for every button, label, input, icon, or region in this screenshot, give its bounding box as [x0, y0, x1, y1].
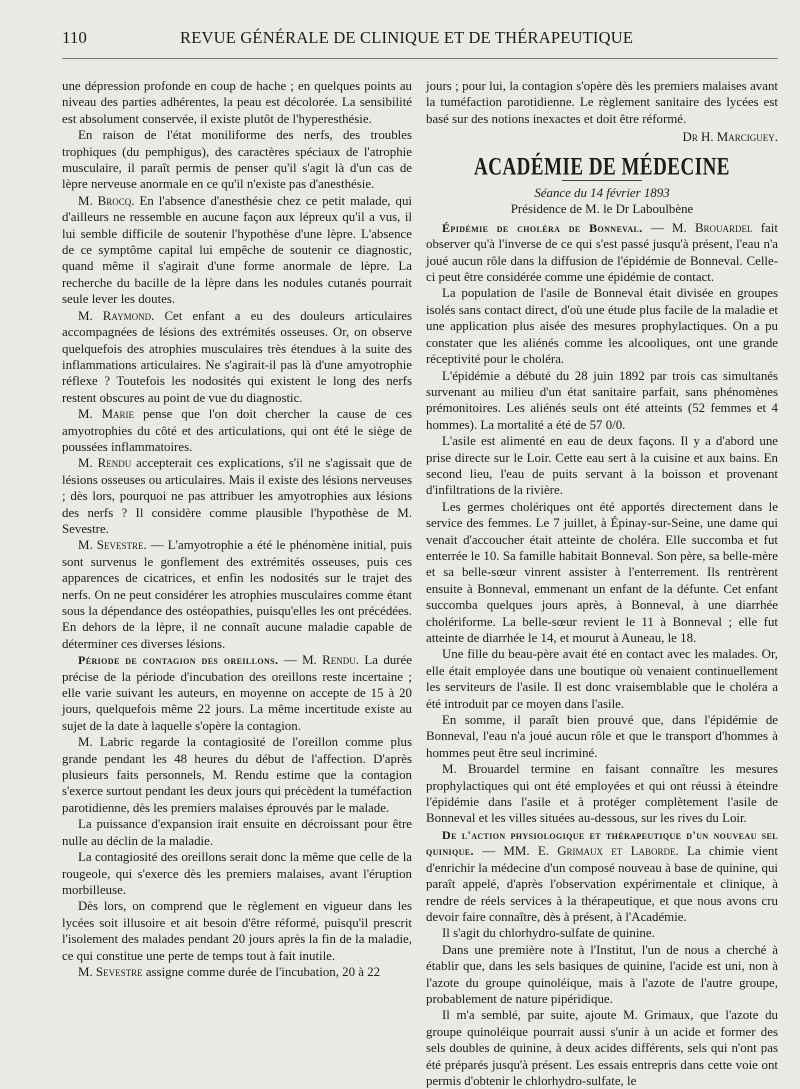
paragraph-text: assigne comme durée de l'incubation, 20 à 22 [145, 964, 381, 979]
paragraph: jours ; pour lui, la contagion s'opère dès les premiers malaises avant la tuméfaction parotidienne. Le règlement sanitaire des lycées est basé sur des notions inexactes et doit être réformé. [426, 79, 778, 126]
paragraph [62, 537, 412, 652]
paragraph: une dépression profonde en coup de hache ; en quelques points au niveau des parties adhérentes, la peau est décolorée. La sensibilité est absolument conservée, il existe plutôt de l'hyperesthésie. [62, 79, 412, 126]
speaker-name: M. Rendu [78, 456, 132, 471]
paragraph: La population de l'asile de Bonneval était divisée en groupes isolés sans contact direct, d'où une étude plus facile de la maladie et une application plus aisée des mesures prophylactiques. On a pu constater que les aliénés comme les alcooliques, ont une grande réceptivité pour le choléra. [426, 286, 778, 367]
paragraph: L'épidémie a débuté du 28 juin 1892 par trois cas simultanés survenant au milieu d'un état sanitaire parfait, sans phénomènes prémonitoires. Les aliénés seuls ont été atteints (52 femmes et 4 hommes). La mortalité a été de 57 0/0. [426, 368, 778, 432]
left-column [62, 78, 412, 980]
paragraph: La puissance d'expansion irait ensuite en décroissant pour être nulle au déclin de la maladie. [62, 817, 412, 848]
speaker-name: M. Raymond. [78, 308, 155, 323]
speaker-name: M. Sevestre. [78, 538, 147, 553]
session-presidency: Présidence de M. le Dr Laboulbène [510, 202, 694, 217]
paragraph-text: — L'amyotrophie a été le phénomène initial, puis sont survenus le gonflement des extrémités osseuses, puis ces apparences de cicatrices, et enfin les nodosités sur le trajet des nerfs. On ne peut considérer les atrophies musculaires comme étant sous la dépendance des ostéopathies, puisqu'elles les ont précédées. En dehors de la lèpre, il ne connaît aucune maladie capable de déterminer ces diverses lésions. [62, 538, 412, 651]
paragraph [62, 308, 412, 406]
paragraph [426, 220, 778, 286]
topic-heading: Période de contagion des oreillons. [78, 653, 279, 668]
author-signature: Dr H. Marciguey. [682, 130, 778, 145]
paragraph [426, 827, 778, 925]
paragraph: M. Brouardel termine en faisant connaître les mesures prophylactiques qui ont été employées et qui ont réussi à éteindre l'épidémie dans l'asile et à protéger complètement l'asile de Bonneval et les villes situées au-dessous, sur les rives du Loir. [426, 762, 778, 826]
paragraph: Les germes cholériques ont été apportés directement dans le service des femmes. Le 7 juillet, à Épinay-sur-Seine, une dame qui venait d'accoucher était atteinte de choléra. Elle succomba et fut enterrée le 10. Sa famille habitait Bonneval. Son père, sa belle-mère et sa belle-sœur vinrent assister à l'enterrement. Ils rentrèrent ensuite à Bonneval, emmenant un enfant de la défunte. Cet enfant succomba quelques jours après, à Bonneval, à une diarrhée cholériforme. La belle-sœur revient le 11 à Bonneval ; elle fut atteinte de diarrhée le 14, et mourut à Auneau, le 18. [426, 499, 778, 645]
paragraph-text: La durée précise de la période d'incubation des oreillons reste incertaine ; elle varie suivant les auteurs, en moyenne on accepte de 15 à 20 jours, quelquefois même 22 jours. La même incertitude existe au sujet de la date à laquelle s'opère la contagion. [62, 653, 412, 733]
right-column [426, 78, 778, 1089]
header-rule [62, 58, 778, 59]
speaker-name: — M. Brouardel [650, 220, 753, 235]
paragraph: En raison de l'état moniliforme des nerfs, des troubles trophiques (du pemphigus), des caractères spéciaux de l'atrophie musculaire, il paraît permis de penser qu'il s'agit là d'un cas de lèpre nerveuse anormale en ce qu'il n'existe pas d'anesthésie. [62, 128, 412, 192]
paragraph [62, 455, 412, 537]
paragraph: Une fille du beau-père avait été en contact avec les malades. Or, elle était employée dans une boutique où venaient continuellement les serviteurs de l'asile. Il est donc vraisemblable que le choléra a été introduit par ce moyen dans l'asile. [426, 647, 778, 711]
paragraph: L'asile est alimenté en eau de deux façons. Il y a d'abord une prise directe sur le Loir. Cette eau sert à la cuisine et aux bains. En second lieu, l'eau de puits servant à la boisson et provenant d'infiltrations de la rivière. [426, 434, 778, 498]
paragraph [62, 406, 412, 455]
topic-heading: Épidémie de choléra de Bonneval. [442, 220, 643, 235]
paragraph: M. Labric regarde la contagiosité de l'oreillon comme plus grande pendant les 48 heures du début de l'affection. D'après plusieurs faits personnels, M. Rendu estime que la contagion s'exerce surtout pendant les deux jours qui précèdent la tuméfaction parotidienne, dès les premiers malaises éprouvés par le malade. [62, 735, 412, 815]
paragraph-text: pense que l'on doit chercher la cause de ces amyotrophies du côté et des articulations, qui ont été le siège de poussées inflammatoires. [62, 407, 412, 454]
paragraph-text: La chimie vient d'enrichir la médecine d'un composé nouveau à base de quinine, qui paraît appelé, d'après l'observation expérimentale et clinique, à rendre de réels services à la thérapeutique, et que nous avons cru devoir faire connaître, dès à présent, à l'Académie. [426, 844, 778, 924]
paragraph: Dans une première note à l'Institut, l'un de nous a cherché à établir que, dans les sels basiques de quinine, l'acide est uni, non à l'azote du groupe quinoléique, mais à l'azote de l'autre groupe, probablement de nature pipéridique. [426, 942, 778, 1006]
paragraph [62, 964, 412, 980]
paragraph: La contagiosité des oreillons serait donc la même que celle de la rougeole, qui s'exerce dès les premiers malaises, avant l'éruption morbilleuse. [62, 850, 412, 897]
topic-heading: De l'action physiologique et thérapeutique d'un nouveau sel quinique. [426, 827, 778, 859]
section-title: ACADÉMIE DE MÉDECINE [474, 152, 730, 182]
running-title: REVUE GÉNÉRALE DE CLINIQUE ET DE THÉRAPEUTIQUE [180, 28, 634, 47]
paragraph [62, 652, 412, 734]
paragraph-text: fait observer qu'à l'inverse de ce qui s'est passé jusqu'à présent, l'eau n'a joué aucun rôle dans la diffusion de l'épidémie de Bonneval. Celle-ci peut être considérée comme une épidémie de contact. [426, 220, 778, 285]
page-header [62, 28, 762, 52]
paragraph: En somme, il paraît bien prouvé que, dans l'épidémie de Bonneval, l'eau n'a joué aucun rôle et que le transport d'hommes à hommes peut être seul incriminé. [426, 713, 778, 760]
speaker-name: M. Brocq. [78, 193, 135, 208]
speaker-name: — M. Rendu. [283, 653, 359, 668]
paragraph: Dès lors, on comprend que le règlement en vigueur dans les lycées soit illusoire et ait besoin d'être réformé, puisqu'il prescrit l'isolement des malades pendant 20 jours après la fin de la maladie, ce qui constitue une perte de temps tout à fait inutile. [62, 899, 412, 963]
speaker-name: — MM. E. Grimaux et Laborde. [482, 844, 679, 859]
paragraph: Il m'a semblé, par suite, ajoute M. Grimaux, que l'azote du groupe quinoléique pourrait aussi s'unir à un acide et former des sels doubles de quinine, à deux acides différents, sels qui n'ont pas été préparés jusqu'à présent. Les essais entrepris dans cette voie ont permis d'obtenir le chlorhydro-sulfate, le [426, 1008, 778, 1088]
paragraph-text: Cet enfant a eu des douleurs articulaires accompagnées de lésions des extrémités osseuses. Or, on observe quelquefois des atrophies musculaires très étendues à la suite des inflammations articulaires. Ne s'agirait-il pas là d'une amyotrophie réflexe ? Toutefois les nodosités qui existent le long des nerfs restent obscures au point de vue du diagnostic. [62, 308, 412, 405]
paragraph-text: En l'absence d'anesthésie chez ce petit malade, qui d'ailleurs ne ressemble en aucune façon aux lépreux qu'il a vus, il lui semble difficile de soutenir l'hypothèse d'une lèpre. L'absence de ce symptôme capital lui empêche de soutenir ce diagnostic, quand même il s'agirait d'une forme anormale de lèpre. La recherche du bacille de la lèpre dans les nodules cutanés pourrait seule lever les doutes. [62, 193, 412, 307]
speaker-name: M. Sevestre [78, 964, 143, 979]
session-date: Séance du 14 février 1893 [534, 186, 670, 201]
paragraph [62, 193, 412, 308]
speaker-name: M. Marie [78, 407, 135, 422]
page-number: 110 [62, 28, 87, 47]
paragraph: Il s'agit du chlorhydro-sulfate de quinine. [442, 926, 655, 941]
paragraph-text: accepterait ces explications, s'il ne s'agissait que de lésions osseuses ou articulaires. Mais il existe des lésions nerveuses ; dès lors, pourquoi ne pas attribuer les amyotrophies aux lésions des nerfs ? Il considère comme plausible l'hypothèse de M. Sevestre. [62, 456, 412, 536]
